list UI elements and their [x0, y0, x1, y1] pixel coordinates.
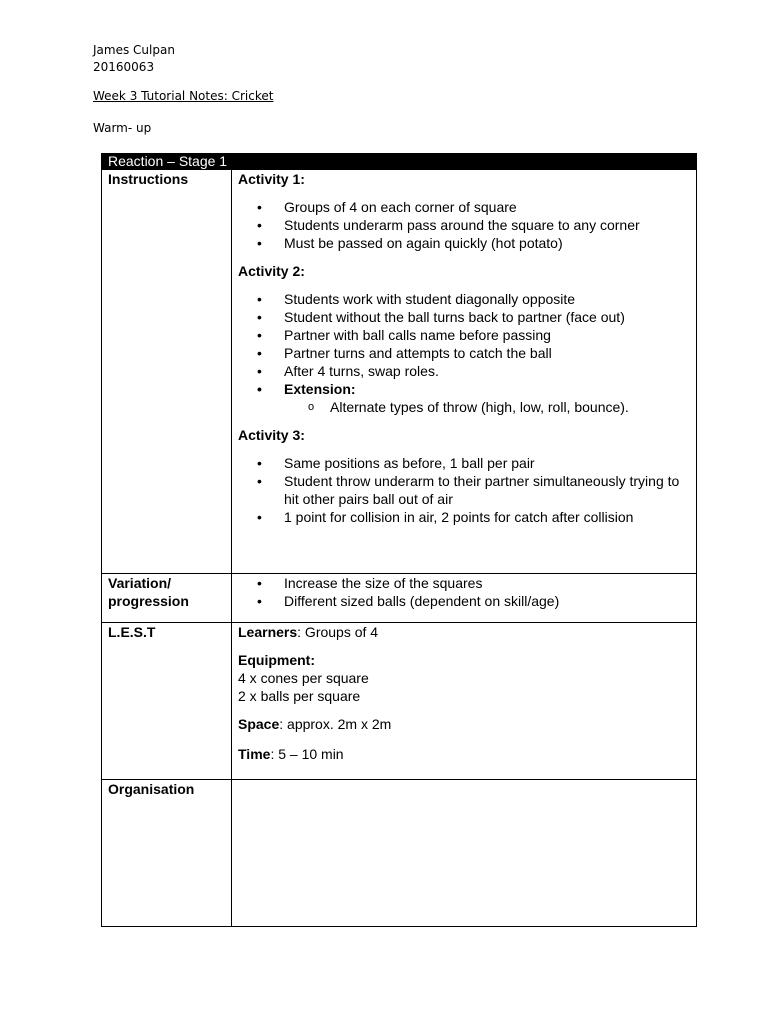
table-header: Reaction – Stage 1 — [102, 154, 696, 169]
space-label: Space — [238, 716, 280, 732]
list-item: • Groups of 4 on each corner of square — [238, 198, 688, 216]
activity-2-title: Activity 2: — [238, 263, 305, 279]
time-line — [238, 745, 688, 763]
list-item: • Partner with ball calls name before passing — [238, 326, 688, 344]
student-id: 20160063 — [93, 60, 155, 74]
activity-1-title: Activity 1: — [238, 171, 305, 187]
document-title: Week 3 Tutorial Notes: Cricket — [93, 89, 274, 103]
time-label: Time — [238, 746, 271, 762]
lest-row — [102, 622, 696, 779]
activity-3-list — [238, 454, 688, 526]
list-item: • 1 point for collision in air, 2 points for catch after collision — [238, 508, 688, 526]
list-item: • Must be passed on again quickly (hot potato) — [238, 234, 688, 252]
list-item: • Students underarm pass around the square to any corner — [238, 216, 688, 234]
space-value: : approx. 2m x 2m — [279, 716, 392, 732]
variation-content — [232, 574, 696, 622]
lest-content — [232, 623, 696, 779]
list-item: • Different sized balls (dependent on skill/age) — [238, 592, 688, 610]
variation-list — [238, 574, 688, 610]
list-item: • After 4 turns, swap roles. — [238, 362, 688, 380]
activity-3-title: Activity 3: — [238, 427, 305, 443]
list-item: • Partner turns and attempts to catch the ball — [238, 344, 688, 362]
learners-line — [238, 623, 688, 641]
equipment-line: 4 x cones per square — [238, 670, 369, 686]
extension-list — [238, 398, 688, 416]
extension-label: • Extension: — [238, 380, 688, 398]
list-item: • Students work with student diagonally opposite — [238, 290, 688, 308]
organisation-content — [232, 780, 696, 926]
equipment-label: Equipment: — [238, 652, 315, 668]
list-item: • Same positions as before, 1 ball per pair — [238, 454, 688, 472]
instructions-content — [232, 170, 696, 573]
organisation-label: Organisation — [102, 780, 232, 926]
list-item: • Increase the size of the squares — [238, 574, 688, 592]
instructions-row — [102, 169, 696, 573]
activity-1-list — [238, 198, 688, 252]
variation-row — [102, 573, 696, 622]
section-heading: Warm- up — [93, 121, 152, 135]
learners-label: Learners — [238, 624, 298, 640]
lest-label: L.E.S.T — [102, 623, 232, 779]
variation-label: Variation/ progression — [102, 574, 232, 622]
equipment-line: 2 x balls per square — [238, 688, 361, 704]
author-name: James Culpan — [93, 43, 175, 57]
list-item: • Student without the ball turns back to partner (face out) — [238, 308, 688, 326]
space-line — [238, 715, 688, 733]
lesson-plan-table — [101, 153, 697, 927]
activity-2-list — [238, 290, 688, 398]
learners-value: : Groups of 4 — [297, 624, 379, 640]
list-item: o Alternate types of throw (high, low, roll, bounce). — [238, 398, 688, 416]
time-value: : 5 – 10 min — [270, 746, 344, 762]
organisation-row — [102, 779, 696, 926]
list-item: • Student throw underarm to their partner simultaneously trying to hit other pairs ball out of air — [238, 472, 688, 508]
instructions-label: Instructions — [102, 170, 232, 573]
